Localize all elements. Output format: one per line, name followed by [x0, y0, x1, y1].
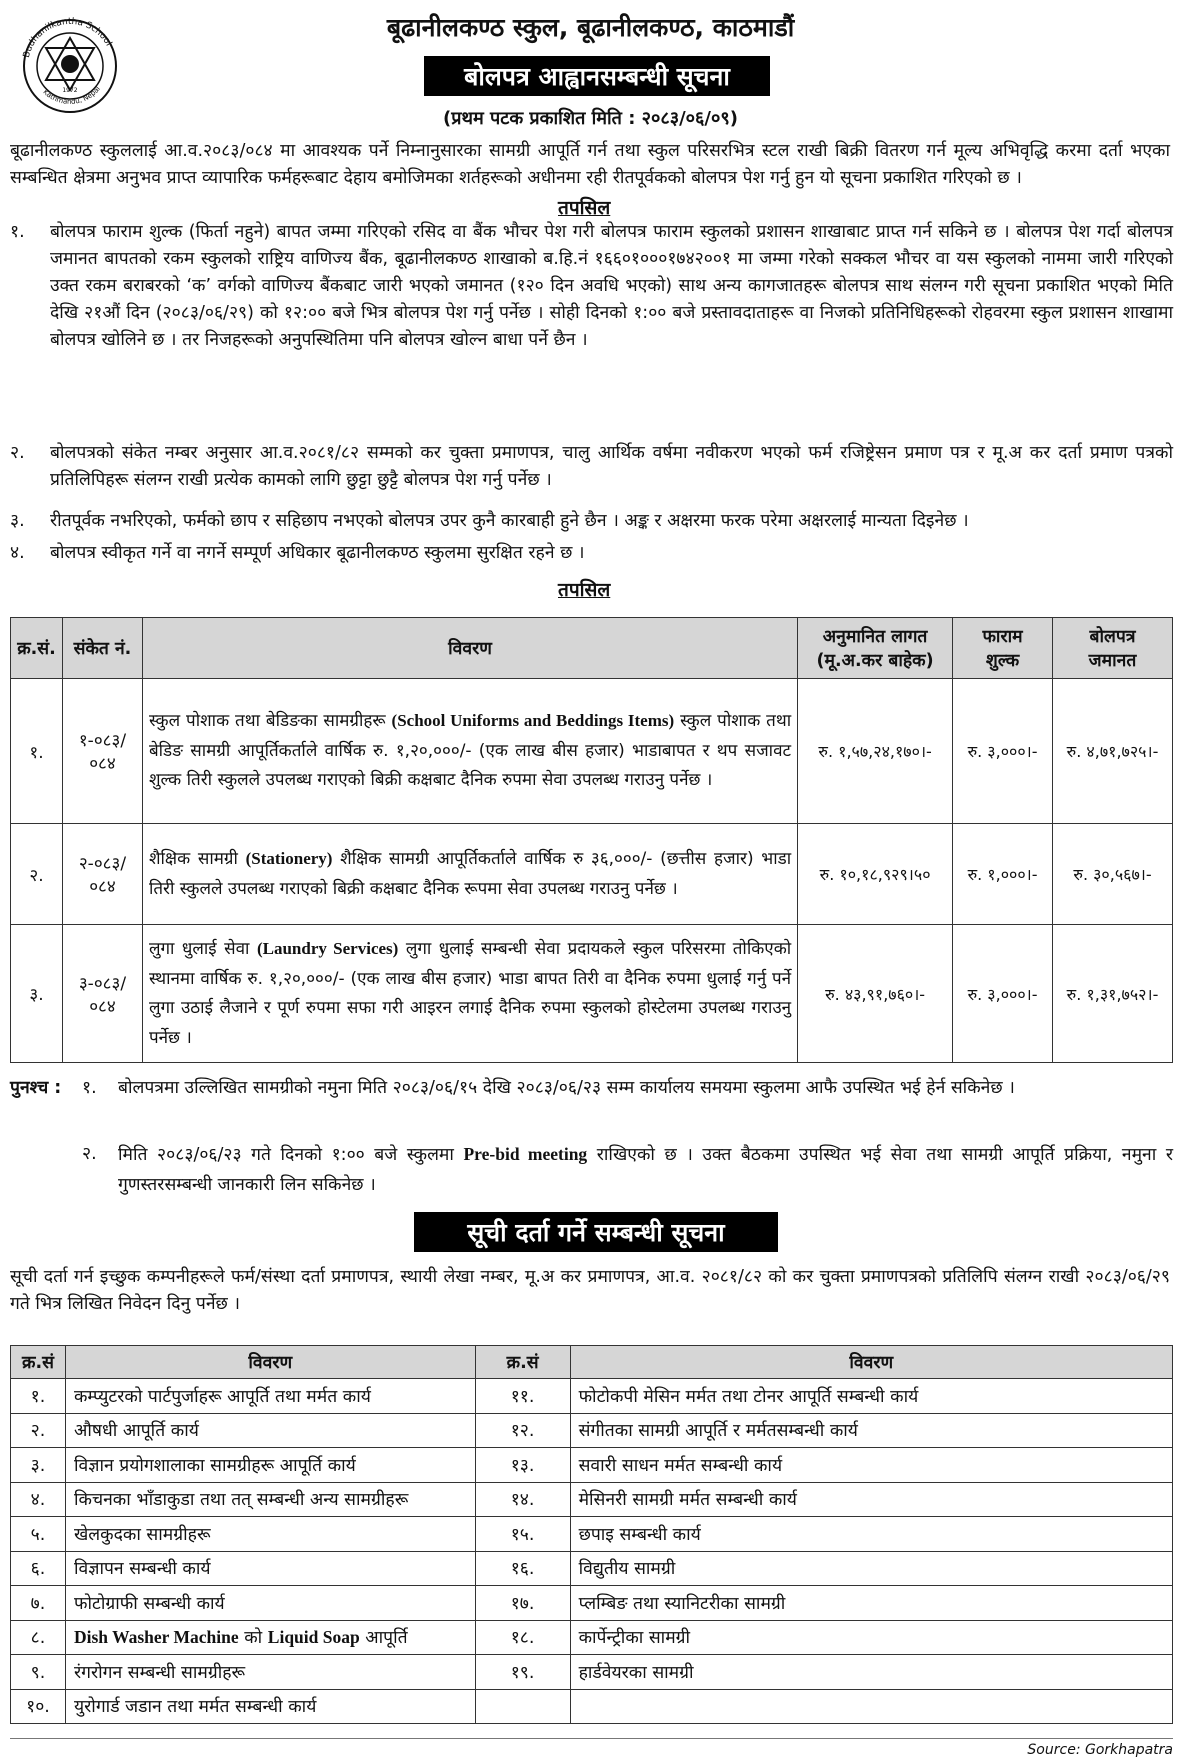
table-row	[11, 824, 1173, 925]
left-sn: ६.	[11, 1551, 66, 1586]
row-bond: रु. ३०,५६७।-	[1053, 824, 1173, 925]
condition-1	[10, 219, 1173, 354]
table-row	[11, 1448, 1173, 1483]
condition-text: बोलपत्र स्वीकृत गर्ने वा नगर्ने सम्पूर्ण अधिकार बूढानीलकण्ठ स्कुलमा सुरक्षित रहने छ ।	[50, 543, 585, 563]
row-sn: ३.	[11, 925, 63, 1063]
left-desc: किचनका भाँडाकुडा तथा तत् सम्बन्धी अन्य सामग्रीहरू	[65, 1482, 475, 1517]
right-desc: हार्डवेयरका सामग्री	[570, 1655, 1172, 1690]
tapasil-heading-2: तपसिल	[558, 579, 611, 601]
left-desc: रंगरोगन सम्बन्धी सामग्रीहरू	[65, 1655, 475, 1690]
left-sn: १०.	[11, 1689, 66, 1724]
right-sn: १३.	[475, 1448, 570, 1483]
table-row	[11, 1413, 1173, 1448]
right-desc: कार्पेन्ट्रीका सामग्री	[570, 1620, 1172, 1655]
condition-text: रीतपूर्वक नभरिएको, फर्मको छाप र सहिछाप नभएको बोलपत्र उपर कुनै कारबाही हुने छैन । अङ्क र अक्षरमा फरक परेमा अक्षरलाई मान्यता दिइनेछ ।	[50, 511, 969, 531]
left-sn: १.	[11, 1379, 66, 1414]
row-code: २-०८३/ ०८४	[62, 824, 142, 925]
row-description: लुगा धुलाई सेवा (Laundry Services) लुगा धुलाई सम्बन्धी सेवा प्रदायकले स्कुल परिसरमा तोकिएको स्थानमा वार्षिक रु. १,२०,०००/- (एक लाख बीस हजार) भाडा बापत तिरी वा दैनिक रुपमा धुलाई गर्नु पर्ने लुगा उठाई लैजाने र पूर्ण रुपमा सफा गरी आइरन लगाई दैनिक रुपमा स्कुलको होस्टेलमा उपलब्ध गराउनु पर्नेछ ।	[142, 925, 797, 1063]
postscript-text-1: बोलपत्रमा उल्लिखित सामग्रीको नमुना मिति २०८३/०६/१५ देखि २०८३/०६/२३ सम्म कार्यालय समयमा स्कुलमा आफै उपस्थित भई हेर्न सकिनेछ ।	[118, 1078, 1015, 1098]
registration-table	[10, 1345, 1173, 1724]
right-sn: १४.	[475, 1482, 570, 1517]
table-row	[11, 1379, 1173, 1414]
condition-number: ३.	[10, 511, 25, 531]
left-desc: फोटोग्राफी सम्बन्धी कार्य	[65, 1586, 475, 1621]
condition-text: बोलपत्रको संकेत नम्बर अनुसार आ.व.२०८१/८२ सम्मको कर चुक्ता प्रमाणपत्र, चालु आर्थिक वर्षमा नवीकरण भएको फर्म रजिष्ट्रेसन प्रमाण पत्र र मू.अ कर दर्ता प्रमाण पत्रको प्रतिलिपिहरू संलग्न राखी प्रत्येक कामको लागि छुट्टा छुट्टै बोलपत्र पेश गर्नु पर्नेछ ।	[50, 443, 1173, 490]
postscript-text-2: मिति २०८३/०६/२३ गते दिनको १:०० बजे स्कुलमा Pre-bid meeting राखिएको छ । उक्त बैठकमा उपस्थित भई सेवा तथा सामग्री आपूर्ति प्रक्रिया, नमुना र गुणस्तरसम्बन्धी जानकारी लिन सकिनेछ ।	[118, 1144, 1173, 1195]
left-sn: २.	[11, 1413, 66, 1448]
postscript-number: १.	[82, 1078, 97, 1098]
row-description: शैक्षिक सामग्री (Stationery) शैक्षिक सामग्री आपूर्तिकर्ताले वार्षिक रु ३६,०००/- (छत्तीस हजार) भाडा तिरी स्कुलले उपलब्ध गराएको बिक्री कक्षबाट दैनिक रूपमा सेवा उपलब्ध गराउनु पर्नेछ ।	[142, 824, 797, 925]
left-desc: विज्ञान प्रयोगशालाका सामग्रीहरू आपूर्ति कार्य	[65, 1448, 475, 1483]
row-sn: १.	[11, 679, 63, 824]
intro-paragraph: बूढानीलकण्ठ स्कुललाई आ.व.२०८३/०८४ मा आवश्यक पर्ने निम्नानुसारका सामग्री आपूर्ति गर्न तथा स्कुल परिसरभित्र स्टल राखी बिक्री वितरण गर्न मूल्य अभिवृद्धि करमा दर्ता भएका सम्बन्धित क्षेत्रमा अनुभव प्राप्त व्यापारिक फर्महरूबाट देहाय बमोजिमका शर्तहरूको अधीनमा रही रीतपूर्वकको बोलपत्र पेश गर्नु हुन यो सूचना प्रकाशित गरिएको छ ।	[10, 141, 1170, 188]
header-sn: क्र.सं	[11, 1346, 66, 1379]
condition-number: ४.	[10, 543, 25, 563]
condition-number: २.	[10, 443, 25, 463]
header-code: संकेत नं.	[62, 618, 142, 679]
left-sn: ३.	[11, 1448, 66, 1483]
tender-table-header	[11, 618, 1173, 679]
postscript-label: पुनश्च :	[10, 1078, 62, 1098]
row-code: १-०८३/ ०८४	[62, 679, 142, 824]
tender-table	[10, 617, 1173, 1063]
header-estimated-cost: अनुमानित लागत (मू.अ.कर बाहेक)	[798, 618, 953, 679]
logo-year: 1972	[62, 87, 78, 94]
row-cost: रु. १०,१८,९२९।५०	[798, 824, 953, 925]
row-bond: रु. ४,७१,७२५।-	[1053, 679, 1173, 824]
row-sn: २.	[11, 824, 63, 925]
header-description: विवरण	[65, 1346, 475, 1379]
bottom-rule	[10, 1738, 1173, 1739]
right-desc: मेसिनरी सामग्री मर्मत सम्बन्धी कार्य	[570, 1482, 1172, 1517]
row-cost: रु. १,५७,२४,१७०।-	[798, 679, 953, 824]
header-description: विवरण	[570, 1346, 1172, 1379]
table-row	[11, 1620, 1173, 1655]
registration-notice-title: सूची दर्ता गर्ने सम्बन्धी सूचना	[414, 1212, 778, 1252]
right-desc: फोटोकपी मेसिन मर्मत तथा टोनर आपूर्ति सम्बन्धी कार्य	[570, 1379, 1172, 1414]
left-sn: ५.	[11, 1517, 66, 1552]
right-desc: विद्युतीय सामग्री	[570, 1551, 1172, 1586]
registration-table-header	[11, 1346, 1173, 1379]
right-sn: १६.	[475, 1551, 570, 1586]
table-row	[11, 1655, 1173, 1690]
left-desc: Dish Washer Machine को Liquid Soap आपूर्ति	[65, 1620, 475, 1655]
row-fee: रु. १,०००।-	[953, 824, 1053, 925]
right-sn: १९.	[475, 1655, 570, 1690]
header-sn: क्र.सं	[475, 1346, 570, 1379]
right-sn: १७.	[475, 1586, 570, 1621]
header-description: विवरण	[142, 618, 797, 679]
row-description: स्कुल पोशाक तथा बेडिङका सामग्रीहरू (School Uniforms and Beddings Items) स्कुल पोशाक तथा बेडिङ सामग्री आपूर्तिकर्ताले वार्षिक रु. १,२०,०००/- (एक लाख बीस हजार) भाडाबापत र थप सजावट शुल्क तिरी स्कुलले उपलब्ध गराएको बिक्री कक्षबाट दैनिक रुपमा सेवा उपलब्ध गराउनु पर्नेछ ।	[142, 679, 797, 824]
table-row	[11, 1586, 1173, 1621]
header-sn: क्र.सं.	[11, 618, 63, 679]
right-desc: संगीतका सामग्री आपूर्ति र मर्मतसम्बन्धी कार्य	[570, 1413, 1172, 1448]
left-desc: विज्ञापन सम्बन्धी कार्य	[65, 1551, 475, 1586]
left-sn: ४.	[11, 1482, 66, 1517]
header-bid-bond: बोलपत्र जमानत	[1053, 618, 1173, 679]
right-sn: ११.	[475, 1379, 570, 1414]
right-desc: छपाइ सम्बन्धी कार्य	[570, 1517, 1172, 1552]
right-sn	[475, 1689, 570, 1724]
left-desc: युरोगार्ड जडान तथा मर्मत सम्बन्धी कार्य	[65, 1689, 475, 1724]
table-row	[11, 925, 1173, 1063]
left-sn: ७.	[11, 1586, 66, 1621]
condition-text: बोलपत्र फाराम शुल्क (फिर्ता नहुने) बापत जम्मा गरिएको रसिद वा बैंक भौचर पेश गरी बोलपत्र फाराम स्कुलको प्रशासन शाखाबाट प्राप्त गर्न सकिने छ । बोलपत्र पेश गर्दा बोलपत्र जमानत बापतको रकम स्कुलको राष्ट्रिय वाणिज्य बैंक, बूढानीलकण्ठ शाखाको ब.हि.नं १६६०१०००१७४२००१ मा जम्मा गरेको सक्कल भौचर वा यस स्कुलको नाममा जारी गरिएको उक्त रकम बराबरको ‘क’ वर्गको वाणिज्य बैंकबाट जारी भएको जमानत (१२० दिन अवधि भएको) साथ अन्य कागजातहरू बोलपत्र साथ संलग्न गरी सूचना प्रकाशित भएको मिति देखि २१औं दिन (२०८३/०६/२९) को १२:०० बजे भित्र बोलपत्र पेश गर्नु पर्नेछ । सोही दिनको १:०० बजे प्रस्तावदाताहरू वा निजको प्रतिनिधिहरूको रोहवरमा स्कुल प्रशासन शाखामा बोलपत्र खोलिने छ । तर निजहरूको अनुपस्थितिमा पनि बोलपत्र खोल्न बाधा पर्ने छैन ।	[50, 222, 1173, 350]
left-sn: ८.	[11, 1620, 66, 1655]
table-row	[11, 1482, 1173, 1517]
table-row	[11, 1517, 1173, 1552]
logo-text-top: Budhanilkantha School	[21, 16, 114, 59]
row-code: ३-०८३/ ०८४	[62, 925, 142, 1063]
header-form-fee: फाराम शुल्क	[953, 618, 1053, 679]
right-desc	[570, 1689, 1172, 1724]
right-sn: १८.	[475, 1620, 570, 1655]
publication-date: (प्रथम पटक प्रकाशित मिति : २०८३/०६/०९)	[443, 108, 738, 129]
notice-title: बोलपत्र आह्वानसम्बन्धी सूचना	[424, 56, 770, 96]
table-row	[11, 1551, 1173, 1586]
condition-3	[10, 508, 1173, 535]
left-desc: खेलकुदका सामग्रीहरू	[65, 1517, 475, 1552]
right-sn: १२.	[475, 1413, 570, 1448]
right-sn: १५.	[475, 1517, 570, 1552]
left-sn: ९.	[11, 1655, 66, 1690]
left-desc: औषधी आपूर्ति कार्य	[65, 1413, 475, 1448]
logo-text-bottom: Kathmandu, Nepal	[41, 84, 102, 106]
school-name: बूढानीलकण्ठ स्कुल, बूढानीलकण्ठ, काठमाडौं	[386, 13, 795, 42]
row-fee: रु. ३,०००।-	[953, 925, 1053, 1063]
table-row	[11, 679, 1173, 824]
right-desc: प्लम्बिङ तथा स्यानिटरीका सामग्री	[570, 1586, 1172, 1621]
row-cost: रु. ४३,९१,७६०।-	[798, 925, 953, 1063]
condition-2	[10, 440, 1173, 494]
left-desc: कम्प्युटरको पार्टपुर्जाहरू आपूर्ति तथा मर्मत कार्य	[65, 1379, 475, 1414]
condition-number: १.	[10, 222, 25, 242]
condition-4	[10, 540, 1173, 567]
postscript-number: २.	[82, 1144, 97, 1164]
right-desc: सवारी साधन मर्मत सम्बन्धी कार्य	[570, 1448, 1172, 1483]
row-bond: रु. १,३१,७५२।-	[1053, 925, 1173, 1063]
registration-paragraph: सूची दर्ता गर्न इच्छुक कम्पनीहरूले फर्म/संस्था दर्ता प्रमाणपत्र, स्थायी लेखा नम्बर, मू.अ कर प्रमाणपत्र, आ.व. २०८१/८२ को कर चुक्ता प्रमाणपत्रको प्रतिलिपि संलग्न राखी २०८३/०६/२९ गते भित्र लिखित निवेदन दिनु पर्नेछ ।	[10, 1267, 1170, 1314]
table-row	[11, 1689, 1173, 1724]
tapasil-heading-1: तपसिल	[558, 197, 611, 219]
source-credit: Source: Gorkhapatra	[1027, 1742, 1173, 1758]
row-fee: रु. ३,०००।-	[953, 679, 1053, 824]
